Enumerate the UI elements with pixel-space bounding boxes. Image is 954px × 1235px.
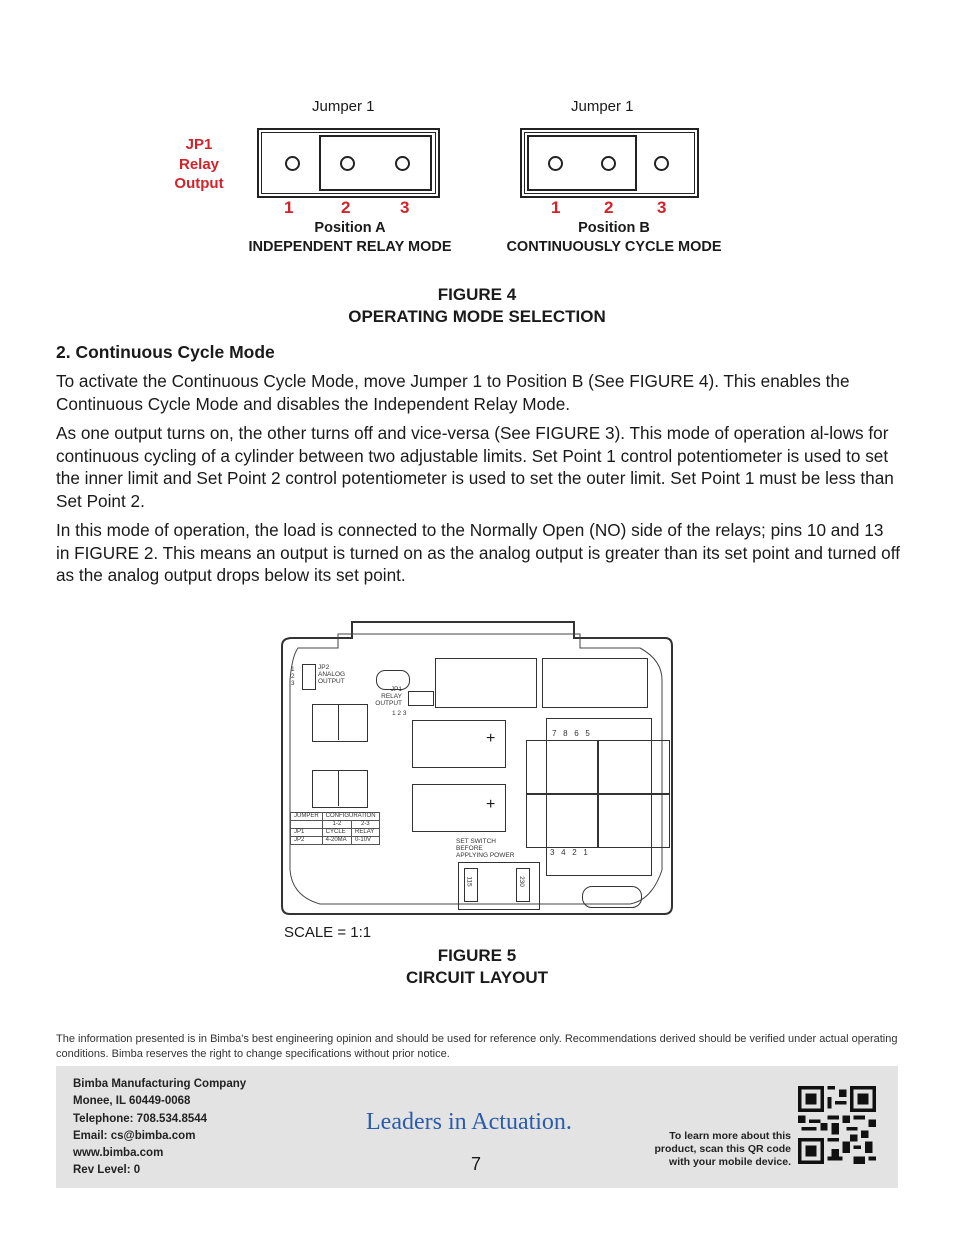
- company-telephone: Telephone: 708.534.8544: [73, 1112, 208, 1125]
- jp1-pins-label: 1 2 3: [392, 710, 407, 717]
- paragraph-3: In this mode of operation, the load is connected to the Normally Open (NO) side of the relays; pins 10 and 13 in FIGURE 2. This means an output is turned on as the analog output is greater than its set point and turned off as the analog output drops below its set point.: [56, 520, 900, 585]
- jp1-label: JP1 RELAY OUTPUT: [375, 686, 402, 707]
- pin-a1: [285, 156, 300, 171]
- voltage-230-label: 230: [517, 876, 525, 887]
- position-a-label: Position A INDEPENDENT RELAY MODE: [248, 220, 452, 255]
- table-sub-1: 1-2: [322, 821, 351, 829]
- section-heading: 2. Continuous Cycle Mode: [56, 342, 275, 362]
- jumper-title-b: Jumper 1: [571, 98, 634, 115]
- potentiometer-1: [312, 704, 368, 742]
- pin-number-a2: 2: [341, 198, 351, 217]
- potentiometer-2-divider: [338, 770, 339, 806]
- circuit-board-drawing: [280, 620, 674, 916]
- table-cell: JP2: [291, 837, 323, 845]
- pin-a2: [340, 156, 355, 171]
- company-email: Email: cs@bimba.com: [73, 1129, 196, 1142]
- potentiometer-1-divider: [338, 704, 339, 740]
- capacitor-2-plus: +: [486, 796, 496, 813]
- qr-code-icon[interactable]: [798, 1086, 876, 1164]
- jp2-label: JP2 ANALOG OUTPUT: [318, 664, 346, 685]
- top-component-right: [542, 658, 648, 708]
- pin-b2: [601, 156, 616, 171]
- table-cell: RELAY: [352, 829, 380, 837]
- potentiometer-2: [312, 770, 368, 808]
- relay-4: [598, 794, 670, 848]
- page-number: 7: [471, 1154, 482, 1174]
- table-cell: 4-20MA: [322, 837, 351, 845]
- table-cell: CYCLE: [322, 829, 351, 837]
- contact-block: [73, 1076, 246, 1180]
- company-address: Monee, IL 60449-0068: [73, 1095, 191, 1108]
- paragraph-1: To activate the Continuous Cycle Mode, move Jumper 1 to Position B (See FIGURE 4). This enables the Continuous Cycle Mode and disables the Independent Relay Mode.: [56, 371, 850, 414]
- mount-hole-oval-bottom: [582, 886, 642, 908]
- table-cell: JP1: [291, 829, 323, 837]
- table-blank: [291, 821, 323, 829]
- relay-2: [598, 740, 670, 794]
- table-header-config: CONFIGURATION: [322, 813, 379, 821]
- jumper-shunt-a: [319, 135, 432, 191]
- paragraph-2: As one output turns on, the other turns off and vice-versa (See FIGURE 3). This mode of operation al-lows for continuous cycling of a cylinder between two adjustable limits. Set Point 1 control potentiometer is used to set the inner limit and Set Point 2 control potentiometer is used to set the outer limit. Set Point 1 must be less than Set Point 2.: [56, 423, 894, 511]
- qr-instructions: To learn more about this product, scan this QR code with your mobile device.: [654, 1130, 791, 1168]
- figure-5-caption: FIGURE 5 CIRCUIT LAYOUT: [406, 946, 548, 987]
- slogan: Leaders in Actuation.: [366, 1109, 572, 1135]
- jp1-header: [408, 691, 434, 706]
- pin-b3: [654, 156, 669, 171]
- pin-b1: [548, 156, 563, 171]
- relay-3: [526, 794, 598, 848]
- voltage-115-label: 115: [465, 876, 473, 887]
- company-name: Bimba Manufacturing Company: [73, 1078, 247, 1090]
- company-website: www.bimba.com: [73, 1147, 164, 1160]
- page-footer: [56, 1066, 898, 1188]
- jp1-relay-output-label: JP1 Relay Output: [174, 136, 224, 192]
- capacitor-1-plus: +: [486, 730, 496, 747]
- jp2-header: [302, 664, 316, 690]
- position-b-label: Position B CONTINUOUSLY CYCLE MODE: [506, 220, 722, 255]
- jumper-title-a: Jumper 1: [312, 98, 375, 115]
- pin-number-b2: 2: [604, 198, 614, 217]
- jp2-pins-label: 1 2 3: [291, 666, 295, 687]
- jumper-shunt-b: [527, 135, 637, 191]
- pin-number-b3: 3: [657, 198, 667, 217]
- pin-number-a1: 1: [284, 198, 294, 217]
- table-cell: 0-10V: [352, 837, 380, 845]
- top-component-left: [435, 658, 537, 708]
- table-sub-2: 2-3: [352, 821, 380, 829]
- switch-note: SET SWITCH BEFORE APPLYING POWER: [456, 838, 515, 859]
- jumper-config-table: [290, 812, 380, 845]
- figure-4-caption: FIGURE 4 OPERATING MODE SELECTION: [348, 285, 606, 326]
- terminal-top-numbers: 7 8 6 5: [552, 729, 590, 738]
- pin-number-a3: 3: [400, 198, 410, 217]
- relay-1: [526, 740, 598, 794]
- pin-a3: [395, 156, 410, 171]
- disclaimer-text: The information presented is in Bimba's best engineering opinion and should be used for reference only. Recommendations derived should be verified under actual operating conditions. Bimba reserves the right to change specifications without prior notice.: [56, 1033, 898, 1060]
- table-header-jumper: JUMPER: [291, 813, 323, 821]
- scale-label: SCALE = 1:1: [284, 924, 372, 941]
- terminal-bottom-numbers: 3 4 2 1: [550, 848, 588, 857]
- rev-level: Rev Level: 0: [73, 1164, 141, 1177]
- pin-number-b1: 1: [551, 198, 561, 217]
